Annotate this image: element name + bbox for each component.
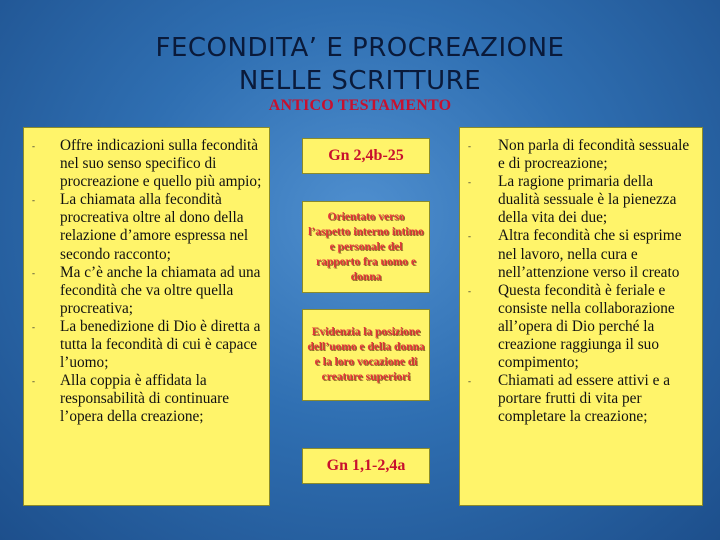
list-item-text: La ragione primaria della dualità sessuale è la pienezza della vita dei due;: [498, 173, 677, 227]
list-item-text: Ma c’è anche la chiamata ad una fecondità che va oltre quella procreativa;: [60, 263, 261, 317]
list-item: [32, 191, 263, 263]
list-item-text: Non parla di fecondità sessuale e di procreazione;: [498, 137, 690, 173]
list-item: [32, 137, 263, 191]
title-line-2: NELLE SCRITTURE: [238, 66, 482, 96]
list-item: [32, 318, 263, 372]
list-item: [468, 227, 696, 281]
right-bullet-list: [460, 128, 702, 427]
bullet-marker: -: [468, 141, 471, 151]
list-item: [32, 372, 263, 426]
reference-gn-1-box: Gn 1,1-2,4a: [302, 448, 430, 484]
list-item-text: Alla coppia è affidata la responsabilità di continuare l’opera della creazione;: [60, 372, 230, 426]
list-item-text: Altra fecondità che si esprime nel lavoro, nella cura e nell’attenzione verso il creato: [498, 227, 682, 281]
right-panel: [459, 127, 703, 506]
left-bullet-list: [24, 128, 269, 427]
list-item-text: Offre indicazioni sulla fecondità nel suo senso specifico di procreazione e quello più ampio;: [60, 137, 262, 191]
list-item: [468, 173, 696, 227]
description-box-1: Orientato verso l’aspetto interno intimo e personale del rapporto fra uomo e donna: [302, 201, 430, 293]
list-item: [32, 264, 263, 318]
reference-gn-2-box: Gn 2,4b-25: [302, 138, 430, 174]
bullet-marker: -: [32, 267, 35, 278]
bullet-marker: -: [468, 285, 471, 296]
list-item-text: La chiamata alla fecondità procreativa oltre al dono della relazione d’amore espressa nel secondo racconto;: [60, 191, 249, 263]
bullet-marker: -: [32, 141, 35, 151]
list-item-text: Chiamati ad essere attivi e a portare frutti di vita per completare la creazione;: [498, 372, 671, 426]
slide-subtitle: ANTICO TESTAMENTO: [268, 97, 452, 114]
list-item-text: Questa fecondità è feriale e consiste nella collaborazione all’opera di Dio perché la creazione raggiunga il suo compimento;: [498, 281, 675, 372]
bullet-marker: -: [32, 321, 35, 332]
list-item: [468, 137, 696, 173]
list-item-text: La benedizione di Dio è diretta a tutta la fecondità di cui è capace l’uomo;: [60, 317, 261, 372]
list-item: [468, 372, 696, 426]
bullet-marker: -: [32, 376, 35, 387]
list-item: [468, 282, 696, 372]
bullet-marker: -: [468, 231, 471, 242]
slide-title: [0, 32, 720, 98]
description-box-2: Evidenzia la posizione dell’uomo e della donna e la loro vocazione di creature superiori: [302, 309, 430, 401]
bullet-marker: -: [32, 195, 35, 206]
bullet-marker: -: [468, 376, 471, 387]
title-line-1: FECONDITA’ E PROCREAZIONE: [155, 33, 565, 63]
bullet-marker: -: [468, 177, 471, 188]
left-panel: [23, 127, 270, 506]
